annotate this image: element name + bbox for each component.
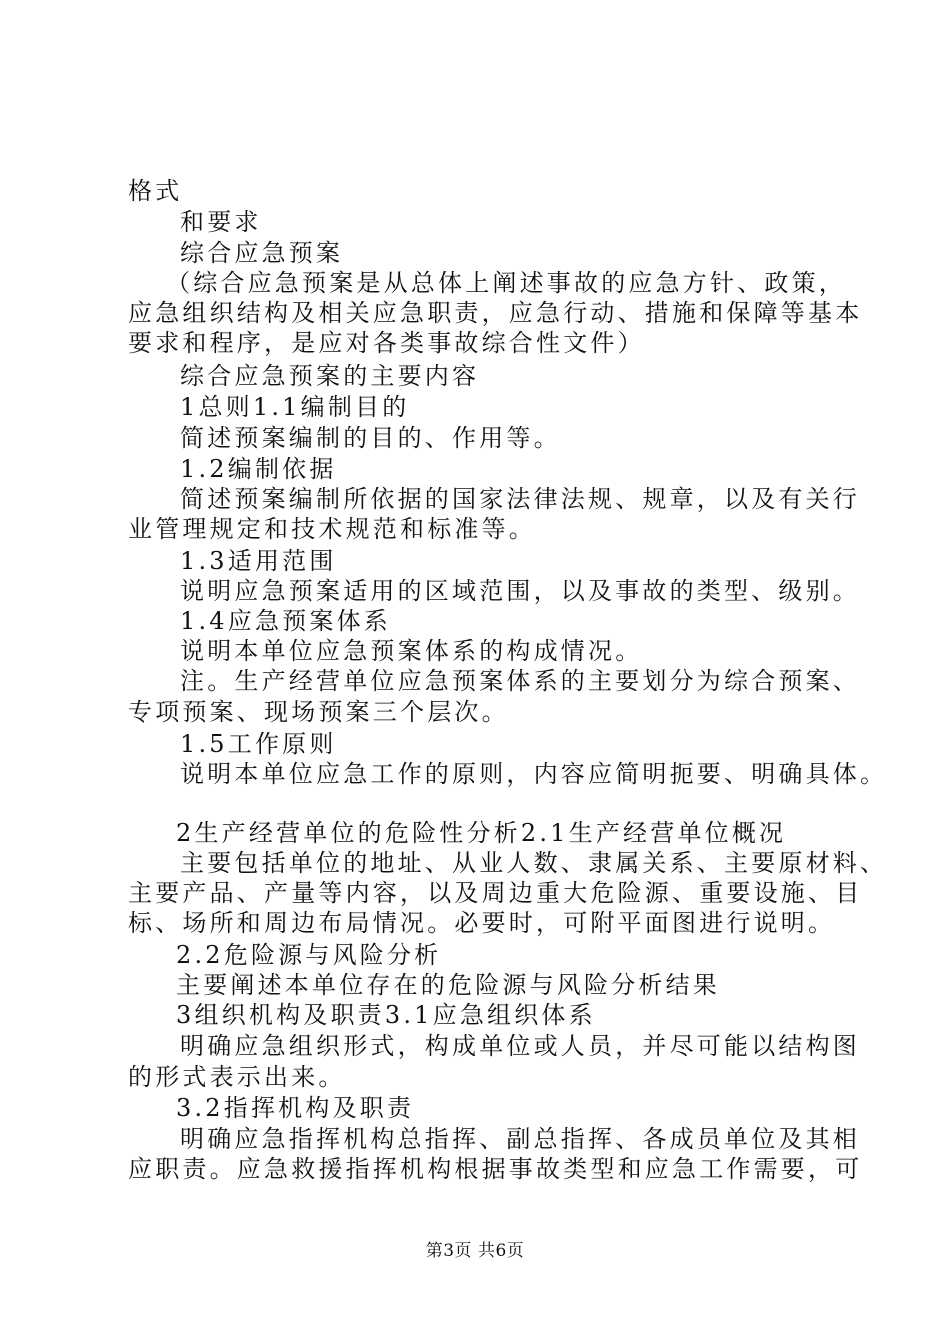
text-line: 主要产品、产量等内容，以及周边重大危险源、重要设施、目 xyxy=(128,879,863,907)
section-heading: 1.3适用范围 xyxy=(180,547,337,575)
text-line: 应急组织结构及相关应急职责，应急行动、措施和保障等基本 xyxy=(128,299,863,327)
text-line: 主要阐述本单位存在的危险源与风险分析结果 xyxy=(176,971,720,999)
text-line: 简述预案编制的目的、作用等。 xyxy=(180,424,561,452)
section-heading: 综合应急预案 xyxy=(180,239,344,267)
text-line: 的形式表示出来。 xyxy=(128,1063,346,1091)
text-line: 业管理规定和技术规范和标准等。 xyxy=(128,515,536,543)
text-line: 说明应急预案适用的区域范围，以及事故的类型、级别。 xyxy=(180,577,860,605)
text-line: 应职责。应急救援指挥机构根据事故类型和应急工作需要，可 xyxy=(128,1155,863,1183)
section-heading: 1总则1.1编制目的 xyxy=(180,393,410,421)
page-number: 第3页 共6页 xyxy=(425,1241,525,1261)
section-heading: 2生产经营单位的危险性分析2.1生产经营单位概况 xyxy=(176,819,787,847)
section-heading: 1.5工作原则 xyxy=(180,730,337,758)
section-heading: 1.4应急预案体系 xyxy=(180,607,391,635)
text-line: 明确应急指挥机构总指挥、副总指挥、各成员单位及其相 xyxy=(180,1125,860,1153)
section-heading: 3组织机构及职责3.1应急组织体系 xyxy=(176,1001,596,1029)
text-line: 专项预案、现场预案三个层次。 xyxy=(128,698,509,726)
text-line: 说明本单位应急预案体系的构成情况。 xyxy=(180,637,643,665)
text-line: 明确应急组织形式，构成单位或人员，并尽可能以结构图 xyxy=(180,1032,860,1060)
text-line: 要求和程序，是应对各类事故综合性文件） xyxy=(128,329,645,357)
text-line: 主要包括单位的地址、从业人数、隶属关系、主要原材料、 xyxy=(180,849,888,877)
text-line: 说明本单位应急工作的原则，内容应简明扼要、明确具体。 xyxy=(180,760,888,788)
section-heading: 综合应急预案的主要内容 xyxy=(180,362,480,390)
text-line: （综合应急预案是从总体上阐述事故的应急方针、政策， xyxy=(166,269,846,297)
section-heading: 3.2指挥机构及职责 xyxy=(176,1094,415,1122)
section-heading: 1.2编制依据 xyxy=(180,455,337,483)
text-line: 简述预案编制所依据的国家法律法规、规章，以及有关行 xyxy=(180,485,860,513)
text-line: 和要求 xyxy=(180,208,262,236)
text-line: 标、场所和周边布局情况。必要时，可附平面图进行说明。 xyxy=(128,909,836,937)
text-line: 格式 xyxy=(128,177,183,205)
section-heading: 2.2危险源与风险分析 xyxy=(176,941,442,969)
text-line: 注。生产经营单位应急预案体系的主要划分为综合预案、 xyxy=(180,667,860,695)
